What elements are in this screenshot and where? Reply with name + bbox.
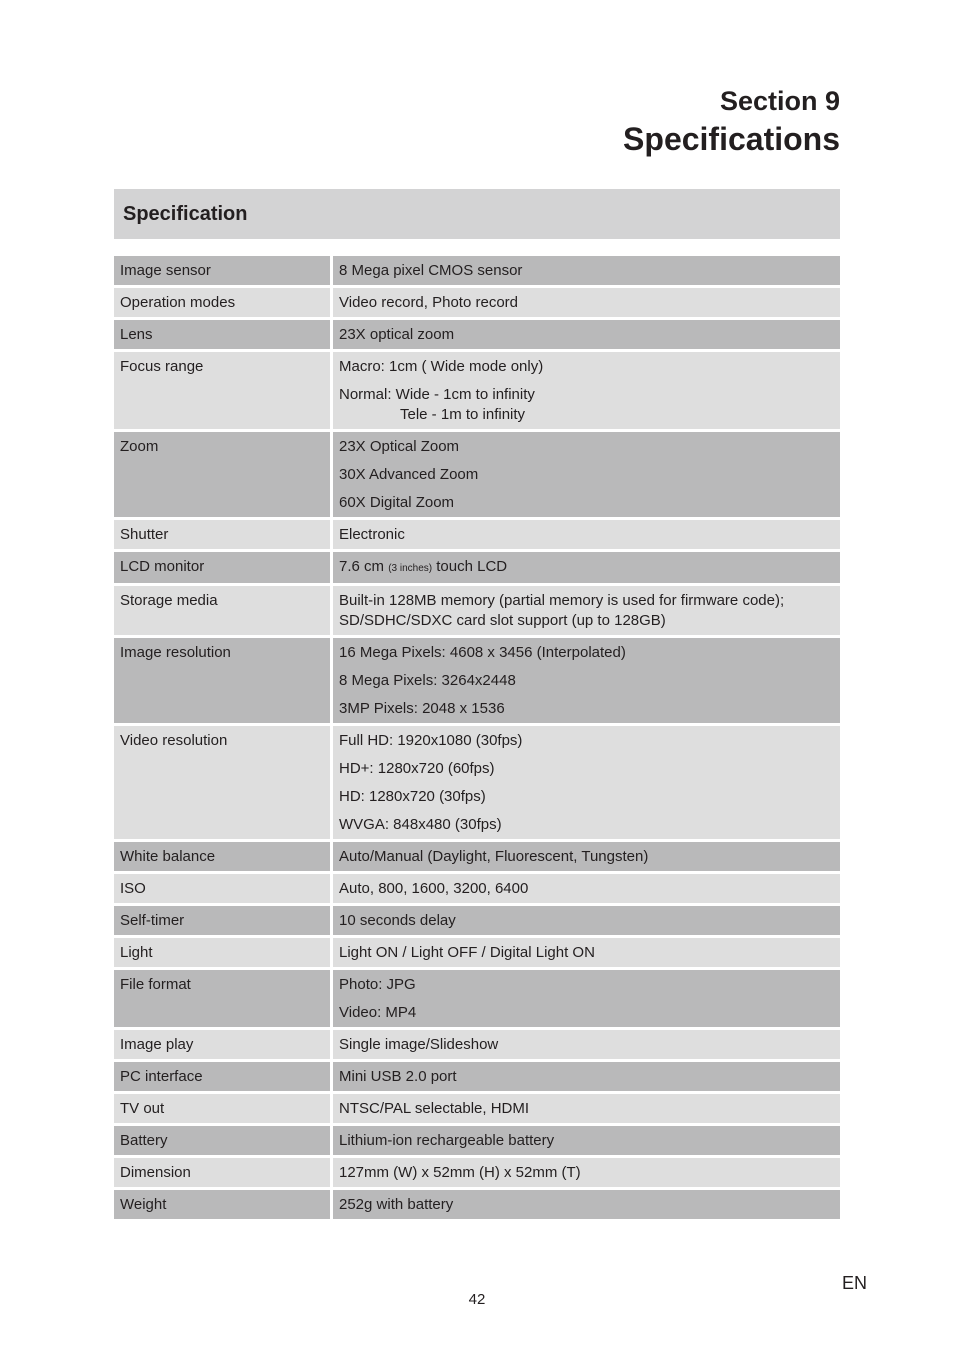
spec-value-line: 3MP Pixels: 2048 x 1536 <box>339 700 505 717</box>
table-row <box>114 352 840 432</box>
spec-value-line: 30X Advanced Zoom <box>339 466 479 483</box>
spec-label: TV out <box>114 1094 333 1126</box>
spec-label: Shutter <box>114 520 333 552</box>
spec-value <box>333 1062 840 1094</box>
spec-value <box>333 970 840 1030</box>
spec-value-note: (3 inches) <box>388 563 433 574</box>
table-row <box>114 1030 840 1062</box>
table-row <box>114 842 840 874</box>
table-row <box>114 726 840 842</box>
spec-value-line: Full HD: 1920x1080 (30fps) <box>339 732 523 749</box>
section-number: Section 9 <box>719 86 840 116</box>
spec-value-line: 23X optical zoom <box>339 326 455 343</box>
table-row <box>114 552 840 586</box>
spec-value-line: SD/SDHC/SDXC card slot support (up to 128GB) <box>339 612 666 629</box>
table-row <box>114 1158 840 1190</box>
spec-value-line: 10 seconds delay <box>339 912 456 929</box>
section-title: Specifications <box>623 121 840 157</box>
spec-value <box>333 432 840 520</box>
table-row <box>114 938 840 970</box>
spec-label: File format <box>114 970 333 1030</box>
spec-label: Battery <box>114 1126 333 1158</box>
spec-value-line: NTSC/PAL selectable, HDMI <box>339 1100 530 1117</box>
spec-value-line: Video record, Photo record <box>339 294 518 311</box>
page-number: 42 <box>468 1291 486 1308</box>
spec-value <box>333 938 840 970</box>
spec-value <box>333 842 840 874</box>
table-row <box>114 288 840 320</box>
spec-value-line: Macro: 1cm ( Wide mode only) <box>339 358 544 375</box>
spec-label: Dimension <box>114 1158 333 1190</box>
spec-label: Video resolution <box>114 726 333 842</box>
spec-label: Self-timer <box>114 906 333 938</box>
spec-value-line: Light ON / Light OFF / Digital Light ON <box>339 944 595 961</box>
spec-label: Lens <box>114 320 333 352</box>
spec-label: ISO <box>114 874 333 906</box>
spec-value-part: touch LCD <box>436 558 508 575</box>
table-row <box>114 1190 840 1222</box>
spec-value <box>333 586 840 638</box>
spec-value <box>333 1126 840 1158</box>
spec-label: Image sensor <box>114 256 333 288</box>
table-row <box>114 638 840 726</box>
spec-value-line: 127mm (W) x 52mm (H) x 52mm (T) <box>339 1164 581 1181</box>
spec-label: Focus range <box>114 352 333 432</box>
spec-label: Weight <box>114 1190 333 1222</box>
spec-value <box>333 1158 840 1190</box>
spec-value <box>333 638 840 726</box>
spec-value-line: Single image/Slideshow <box>339 1036 499 1053</box>
spec-value <box>333 874 840 906</box>
spec-label: Operation modes <box>114 288 333 320</box>
spec-value-line: Video: MP4 <box>339 1004 417 1021</box>
spec-value-line: WVGA: 848x480 (30fps) <box>339 816 502 833</box>
table-row <box>114 256 840 288</box>
table-row <box>114 906 840 938</box>
spec-value-line: Mini USB 2.0 port <box>339 1068 457 1085</box>
spec-label: Zoom <box>114 432 333 520</box>
spec-value <box>333 1190 840 1222</box>
table-row <box>114 320 840 352</box>
spec-value-line: Built-in 128MB memory (partial memory is used for firmware code); <box>339 592 785 609</box>
spec-label: Light <box>114 938 333 970</box>
spec-value-line: Electronic <box>339 526 405 543</box>
spec-value <box>333 320 840 352</box>
spec-label: White balance <box>114 842 333 874</box>
table-row <box>114 586 840 638</box>
spec-value-line: 8 Mega pixel CMOS sensor <box>339 262 523 279</box>
spec-value <box>333 552 840 586</box>
spec-label: Storage media <box>114 586 333 638</box>
spec-value <box>333 256 840 288</box>
table-row <box>114 970 840 1030</box>
spec-value-line: Auto, 800, 1600, 3200, 6400 <box>339 880 529 897</box>
table-row <box>114 520 840 552</box>
table-row <box>114 1126 840 1158</box>
spec-value-line: 60X Digital Zoom <box>339 494 455 511</box>
spec-value-line: 16 Mega Pixels: 4608 x 3456 (Interpolated) <box>339 644 626 661</box>
spec-value <box>333 352 840 432</box>
table-row <box>114 1094 840 1126</box>
language-code: EN <box>841 1273 867 1293</box>
spec-label: Image play <box>114 1030 333 1062</box>
table-row <box>114 1062 840 1094</box>
spec-value-line: Auto/Manual (Daylight, Fluorescent, Tungsten) <box>339 848 649 865</box>
specification-banner: Specification <box>114 189 840 239</box>
spec-value-line: HD+: 1280x720 (60fps) <box>339 760 495 777</box>
specification-table <box>114 256 840 1222</box>
spec-value <box>333 288 840 320</box>
spec-value <box>333 726 840 842</box>
table-row <box>114 432 840 520</box>
spec-value <box>333 520 840 552</box>
spec-value <box>333 906 840 938</box>
spec-value-line: Tele - 1m to infinity <box>400 406 526 423</box>
spec-label: Image resolution <box>114 638 333 726</box>
spec-value <box>333 1030 840 1062</box>
spec-label: PC interface <box>114 1062 333 1094</box>
spec-value-line: Photo: JPG <box>339 976 416 993</box>
spec-value-line: Lithium-ion rechargeable battery <box>339 1132 555 1149</box>
spec-value-line: HD: 1280x720 (30fps) <box>339 788 486 805</box>
spec-value-line: 252g with battery <box>339 1196 454 1213</box>
table-row <box>114 874 840 906</box>
section-header <box>623 84 840 160</box>
spec-label: LCD monitor <box>114 552 333 586</box>
spec-value-part: 7.6 cm <box>339 558 385 575</box>
spec-value <box>333 1094 840 1126</box>
spec-value-line: 8 Mega Pixels: 3264x2448 <box>339 672 516 689</box>
spec-value-line: 23X Optical Zoom <box>339 438 460 455</box>
spec-value-line: Normal: Wide - 1cm to infinity <box>339 386 535 403</box>
